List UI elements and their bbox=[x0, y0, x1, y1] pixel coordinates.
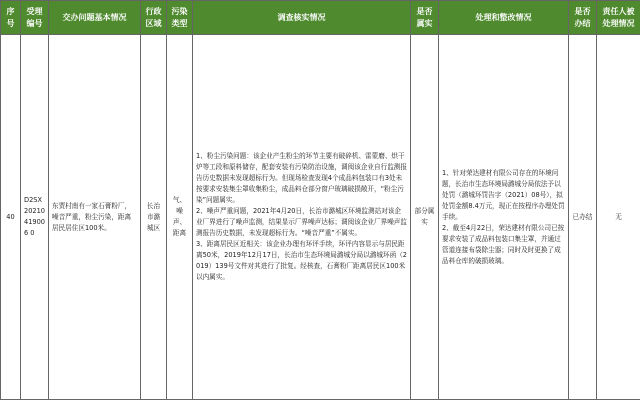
row-region: 长治市潞城区 bbox=[141, 35, 167, 400]
header-verified: 是否属实 bbox=[411, 1, 439, 35]
header-closed: 是否办结 bbox=[569, 1, 597, 35]
investigation-paragraph-2: 2、噪声严重问题，2021年4月20日，长治市潞城区环境监测站对该企业厂界进行了噪声监测，结果显示厂界噪声达标；调阅该企业厂界噪声监测报告历史数据，未发现超标行为。“噪音严重”不属实。 bbox=[196, 207, 407, 237]
handling-paragraph-2: 2、截至4月22日，荣达建材有限公司已按要求安装了成品料包装口集尘罩，并通过管道连接布袋除尘器；同时及时更换了成品料仓库的破损玻璃。 bbox=[442, 223, 565, 265]
header-issue: 交办问题基本情况 bbox=[49, 1, 141, 35]
row-pollution-type: 气、噪声、距离 bbox=[167, 35, 193, 400]
header-investigation: 调查核实情况 bbox=[193, 1, 411, 35]
header-region: 行政区域 bbox=[141, 1, 167, 35]
row-accountability: 无 bbox=[597, 35, 640, 400]
header-case-id: 受理编号 bbox=[21, 1, 49, 35]
row-verified: 部分属实 bbox=[411, 35, 439, 400]
investigation-paragraph-1: 1、粉尘污染问题：该企业产生粉尘的环节主要有破碎机、雷蒙磨、烘干炉等工段和原料储存，配套安装有污染防治设施，调阅该企业自行监测报告历史数据未发现超标行为。但现场检查发现4个成品料包装口有3处未按要求安装集尘罩收集粉尘，成品料仓部分窗户玻璃破损敞开，“粉尘污染”问题属实。 bbox=[196, 152, 407, 204]
header-row bbox=[1, 1, 640, 35]
row-case-id: D2SX20210419006 0 bbox=[21, 35, 49, 400]
header-handling: 处理和整改情况 bbox=[439, 1, 569, 35]
header-pollution-type: 污染类型 bbox=[167, 1, 193, 35]
row-issue: 东贾村南有一家石膏粉厂，噪音严重，粉尘污染，距离居民居住区100米。 bbox=[49, 35, 141, 400]
row-investigation bbox=[193, 35, 411, 400]
table-row bbox=[1, 35, 640, 400]
row-index: 40 bbox=[1, 35, 21, 400]
header-accountability: 责任人被处理情况 bbox=[597, 1, 640, 35]
row-handling bbox=[439, 35, 569, 400]
row-closed: 已办结 bbox=[569, 35, 597, 400]
handling-paragraph-1: 1、针对荣达建材有限公司存在的环境问题，长治市生态环境局潞城分局依法予以处罚（潞城环罚告字（2021）08号），拟处罚金额8.4万元，现正在按程序办理处罚手续。 bbox=[442, 168, 565, 221]
investigation-paragraph-3: 3、距离居民区近相关：该企业办理有环评手续，环评内容显示与居民距离50米，2019年12月17日，长治市生态环境局潞城分局以潞城环函（2019）139号文件对其进行了批复。经核查，石膏粉厂距离居民区100米以内属实。 bbox=[196, 240, 407, 281]
header-index: 序号 bbox=[1, 1, 21, 35]
